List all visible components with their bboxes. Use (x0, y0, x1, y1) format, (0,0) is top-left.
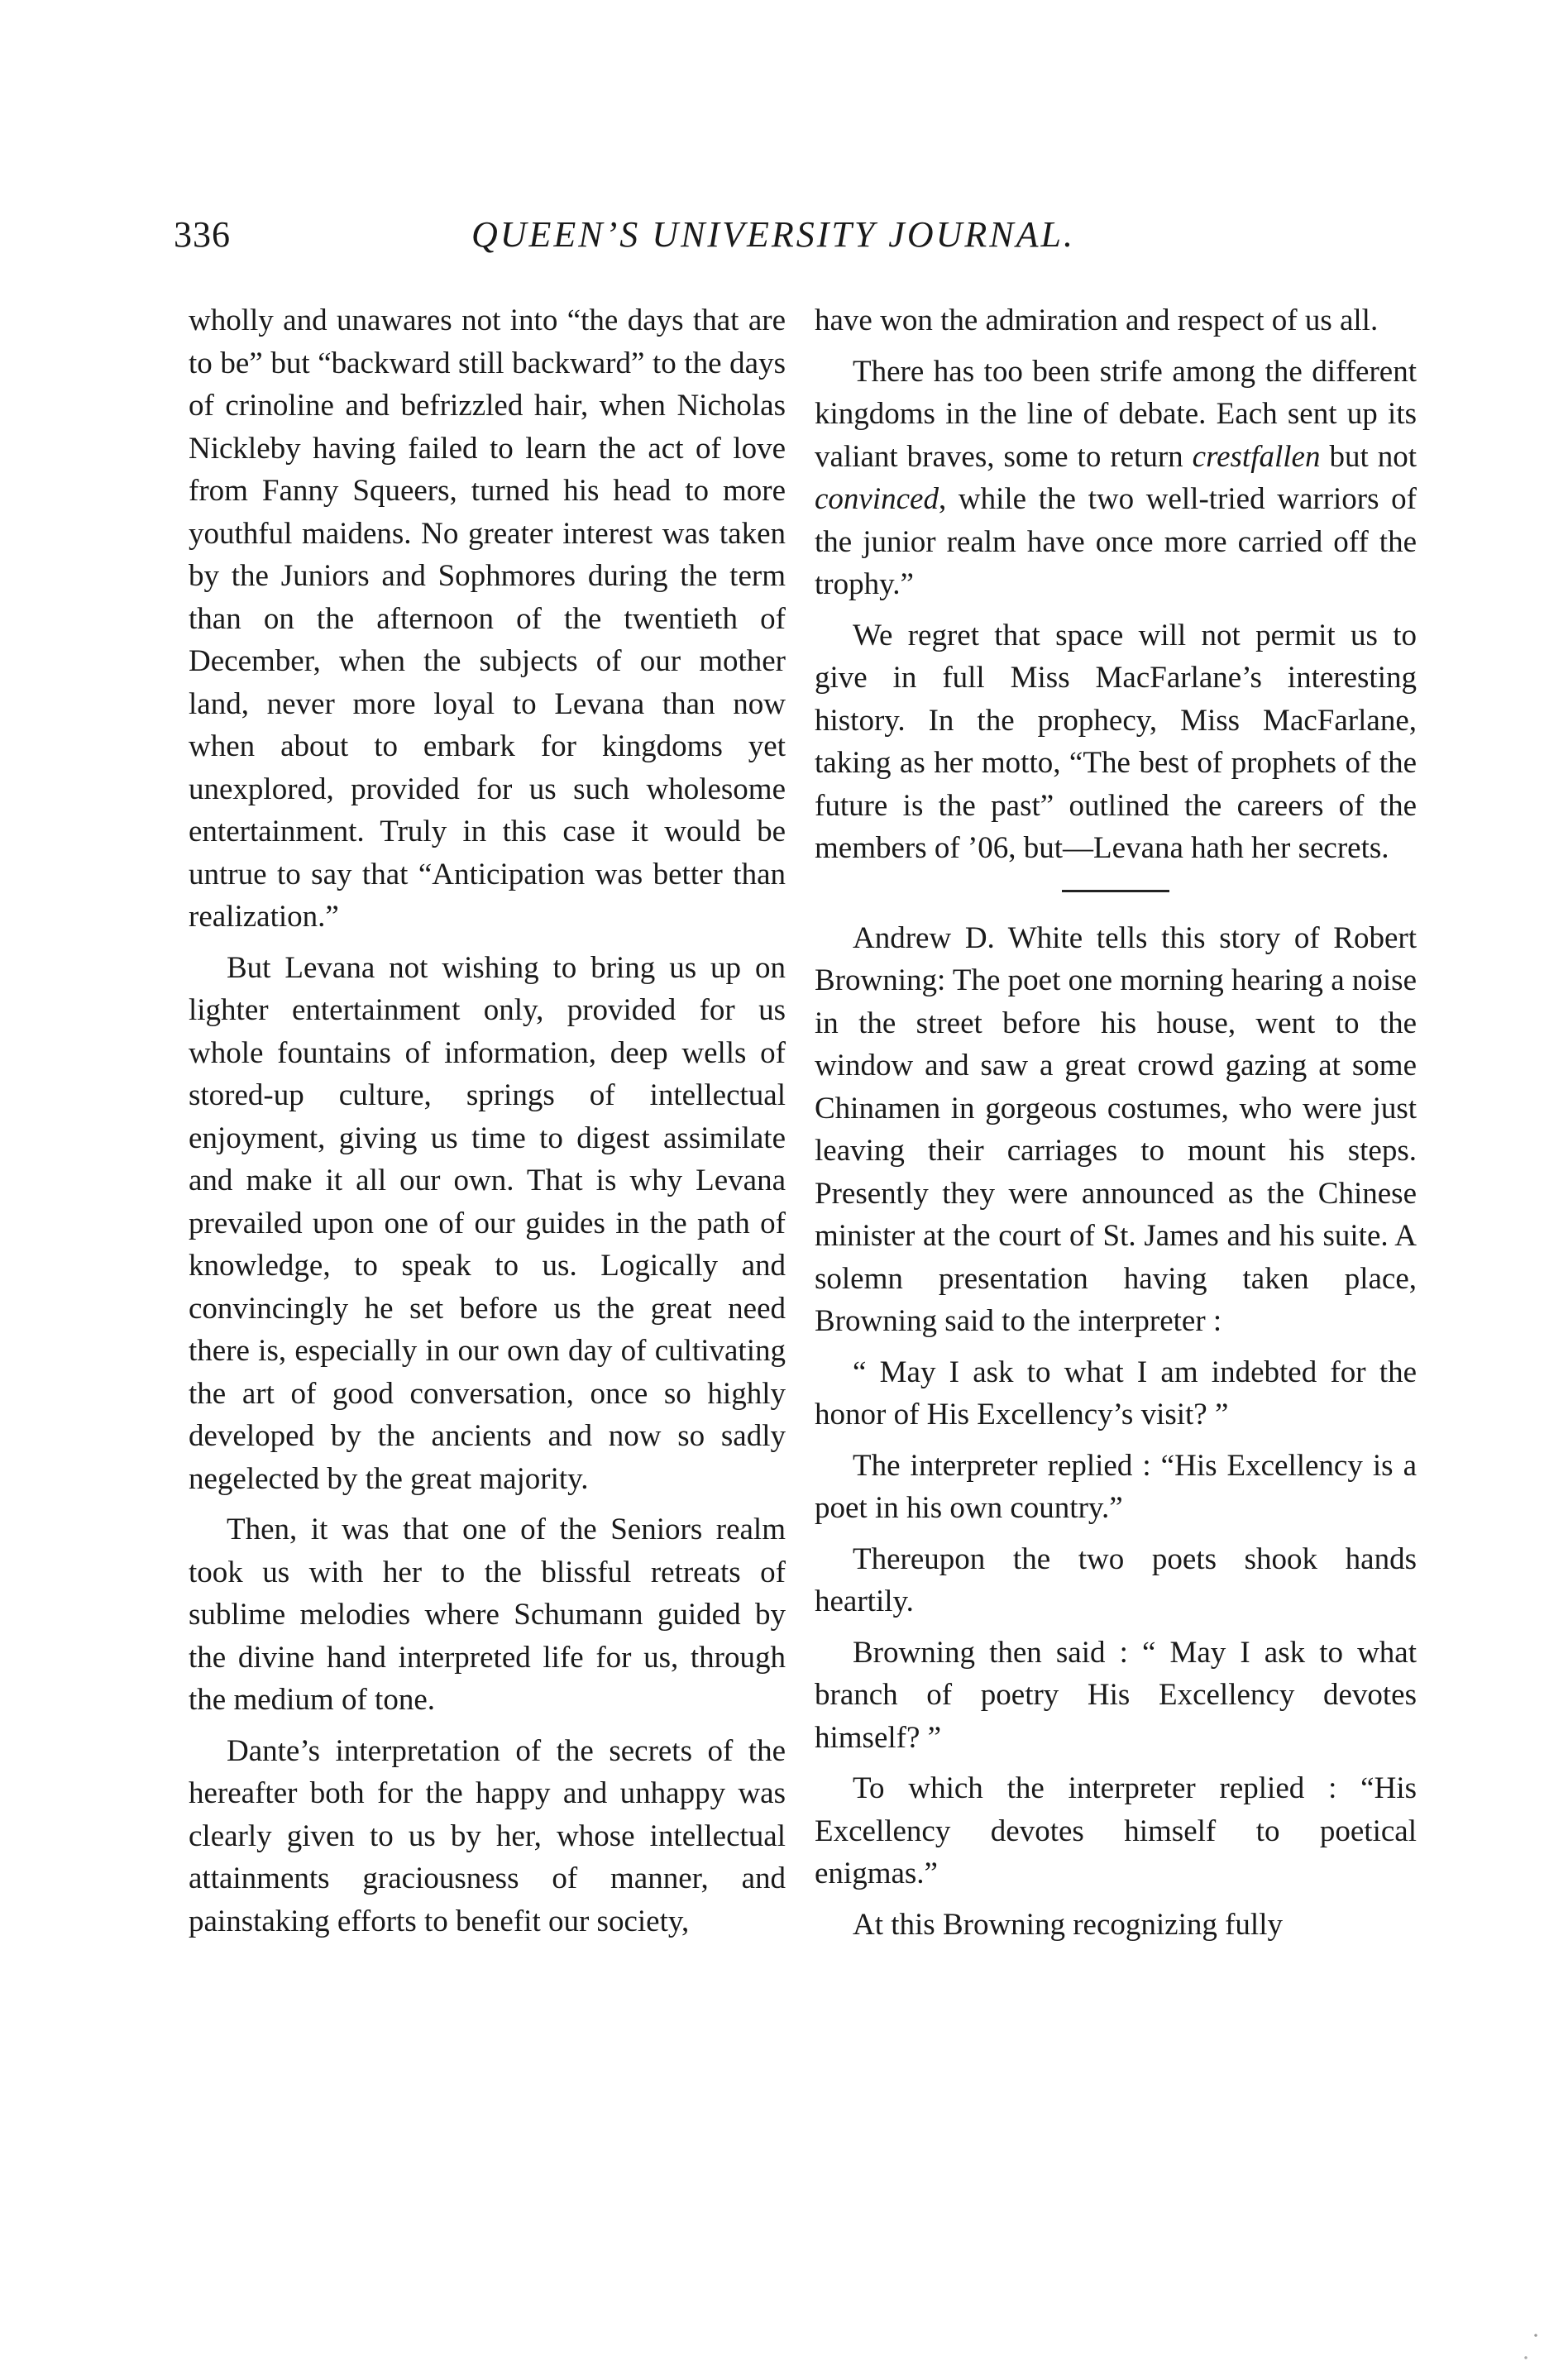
right-column (815, 299, 1417, 1954)
browning-story-paragraph: Andrew D. White tells this story of Robert Browning: The poet one morning hearing a noise in the street before his house, went to the window and saw a great crowd gazing at some Chinamen in gorgeous costumes, who were just leaving their carriages to mount his steps. Presently they were announced as the Chinese minister at the court of St. James and his suite. A solemn presentation having taken place, Browning said to the interpreter : (815, 920, 1417, 1338)
debate-text-end: , while the two well-tried warriors of the junior realm have once more carried off the trophy.” (815, 482, 1417, 601)
browning-quote-1: “ May I ask to what I am indebted for the honor of His Excellency’s visit? ” (815, 1355, 1417, 1431)
interpreter-reply-2: To which the interpreter replied : “His Excellency devotes himself to poetical enigmas.” (815, 1771, 1417, 1890)
journal-title: QUEEN’S UNIVERSITY JOURNAL. (471, 214, 1075, 255)
right-last-line: At this Browning recognizing fully (853, 1907, 1283, 1942)
debate-text-middle: but not (1320, 439, 1417, 474)
paper-speck-marks (1516, 2306, 1549, 2380)
section-divider (1062, 890, 1169, 892)
left-paragraph-1: wholly and unawares not into “the days that are to be” but “backward still backward” to the days of crinoline and befrizzled hair, when Nicholas Nickleby having failed to learn the act of love from Fanny Squeers, turned his head to more youthful maidens. No greater interest was taken by the Juniors and Sophmores during the term than on the afternoon of the twentieth of December, when the subjects of our mother land, never more loyal to Levana than now when about to embark for kingdoms yet unexplored, provided for us such wholesome entertainment. Truly in this case it would be untrue to say that “Anticipation was better than realization.” (189, 303, 786, 934)
italic-crestfallen: crestfallen (1192, 439, 1321, 474)
right-paragraph-3: We regret that space will not permit us to give in full Miss MacFarlane’s interesting history. In the prophecy, Miss MacFarlane, taking as her motto, “The best of prophets of the future is the past” outlined the careers of the members of ’06, but—Levana hath her secrets. (815, 618, 1417, 865)
poets-shook-hands: Thereupon the two poets shook hands heartily. (815, 1541, 1417, 1618)
italic-convinced: convinced (815, 482, 939, 516)
left-paragraph-2: But Levana not wishing to bring us up on lighter entertainment only, provided for us whole fountains of information, deep wells of stored-up culture, springs of intellectual enjoyment, giving us time to digest assimilate and make it all our own. That is why Levana prevailed upon one of our guides in the path of knowledge, to speak to us. Logically and convincingly he set before us the great need there is, especially in our own day of cultivating the art of good conversation, once so highly developed by the ancients and now so sadly negelected by the great majority. (189, 950, 786, 1496)
right-paragraph-1: have won the admiration and respect of us all. (815, 303, 1379, 337)
debate-text-start: There has too been strife among the different kingdoms in the line of debate. Each sent up its valiant braves, some to return (815, 354, 1417, 474)
left-paragraph-3: Then, it was that one of the Seniors realm took us with her to the blissful retreats of sublime melodies where Schumann guided by the divine hand interpreted life for us, through the medium of tone. (189, 1513, 786, 1717)
page-number: 336 (174, 214, 231, 255)
left-column (189, 299, 786, 1951)
left-paragraph-4: Dante’s interpretation of the secrets of the hereafter both for the happy and unhappy was clearly given to us by her, whose intellectual attainments graciousness of manner, and painstaking efforts to benefit our society, (189, 1733, 786, 1938)
browning-quote-2: Browning then said : “ May I ask to what branch of poetry His Excellency devotes himself? ” (815, 1635, 1417, 1755)
interpreter-reply-1: The interpreter replied : “His Excellency is a poet in his own country.” (815, 1448, 1417, 1525)
right-paragraph-2 (815, 351, 1417, 606)
